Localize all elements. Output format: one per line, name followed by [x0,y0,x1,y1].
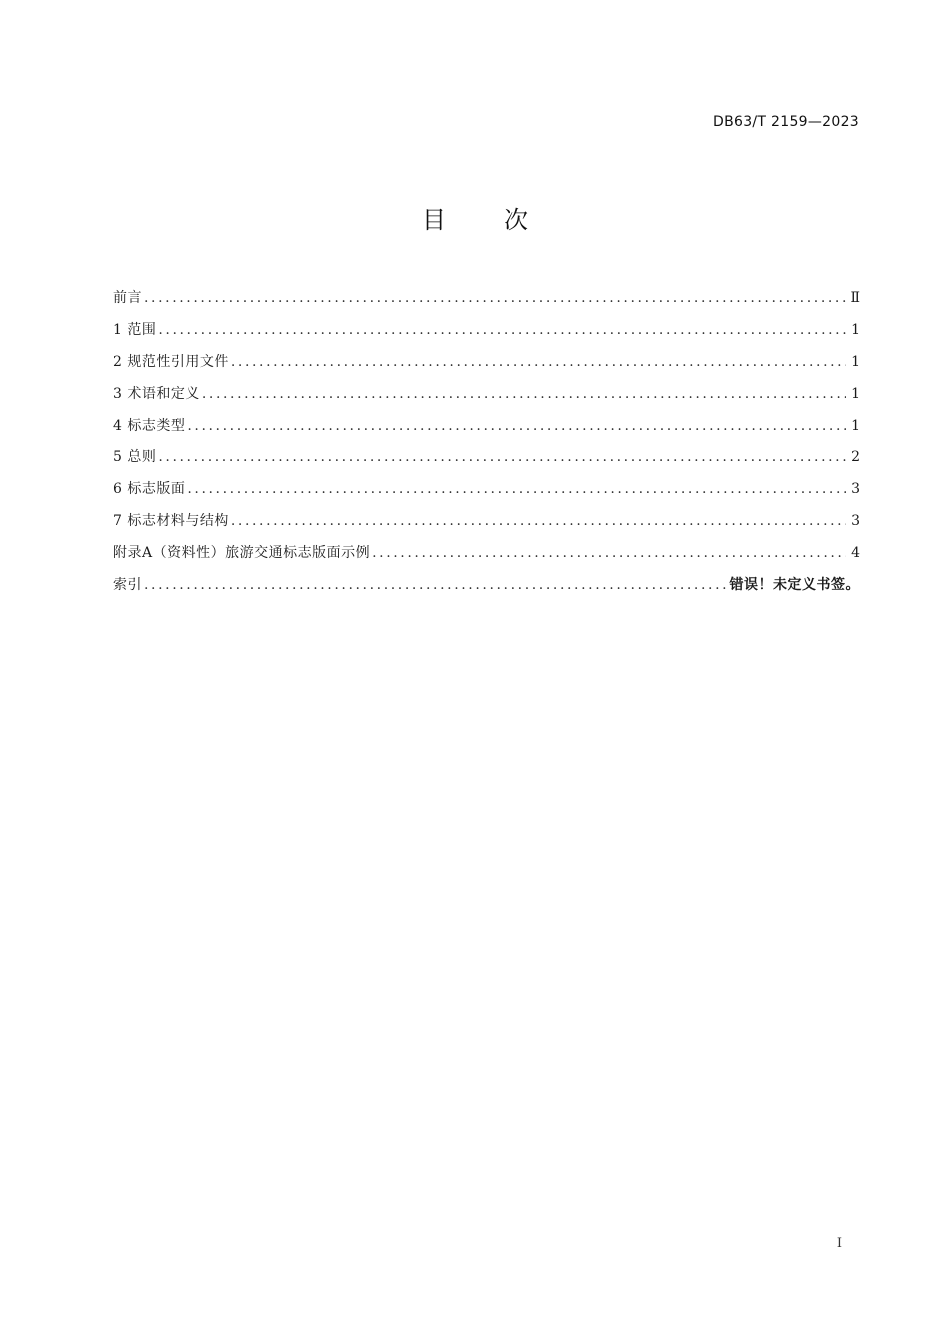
toc-entry-foreword[interactable] [113,286,860,318]
page-number: I [836,1236,842,1251]
toc-entry-page: 4 [851,545,860,562]
toc-entry-general[interactable] [113,445,860,477]
toc-leader-dots [231,509,846,533]
toc-entry-sign-types[interactable] [113,414,860,446]
toc-entry-label: 5 总则 [113,449,157,466]
toc-entry-page: 2 [851,449,860,466]
table-of-contents [113,286,860,605]
toc-entry-page: 3 [851,481,860,498]
toc-leader-dots [144,286,846,310]
toc-entry-label: 2 规范性引用文件 [113,353,229,370]
toc-entry-page: 1 [851,417,860,434]
toc-entry-materials-structure[interactable] [113,509,860,541]
toc-leader-dots [187,477,846,501]
toc-entry-page-error: 错误！未定义书签。 [729,577,860,594]
title-char-1: 目 [422,206,446,234]
toc-leader-dots [372,541,846,565]
toc-entry-sign-layout[interactable] [113,477,860,509]
document-code: DB63/T 2159—2023 [713,114,859,130]
page-title [0,200,950,235]
toc-entry-label: 1 范围 [113,321,157,338]
toc-entry-label: 3 术语和定义 [113,385,200,402]
toc-entry-label: 4 标志类型 [113,417,186,434]
toc-leader-dots [202,382,846,406]
toc-entry-page: 1 [851,385,860,402]
toc-leader-dots [158,445,846,469]
toc-entry-appendix-a[interactable] [113,541,860,573]
toc-entry-label: 前言 [113,290,142,306]
toc-entry-label: 7 标志材料与结构 [113,513,229,530]
toc-entry-index[interactable] [113,573,860,605]
toc-leader-dots [158,318,846,342]
toc-entry-page: 1 [851,353,860,370]
toc-leader-dots [144,573,726,597]
toc-entry-scope[interactable] [113,318,860,350]
toc-entry-label: 索引 [113,577,142,594]
toc-entry-page: 3 [851,513,860,530]
toc-entry-page: 1 [851,321,860,338]
toc-entry-label: 附录A（资料性）旅游交通标志版面示例 [113,545,371,562]
toc-entry-page: Ⅱ [850,290,860,306]
toc-entry-normative-references[interactable] [113,350,860,382]
toc-entry-terms-definitions[interactable] [113,382,860,414]
toc-leader-dots [187,414,846,438]
toc-entry-label: 6 标志版面 [113,481,186,498]
toc-leader-dots [231,350,846,374]
title-char-2: 次 [504,206,528,234]
